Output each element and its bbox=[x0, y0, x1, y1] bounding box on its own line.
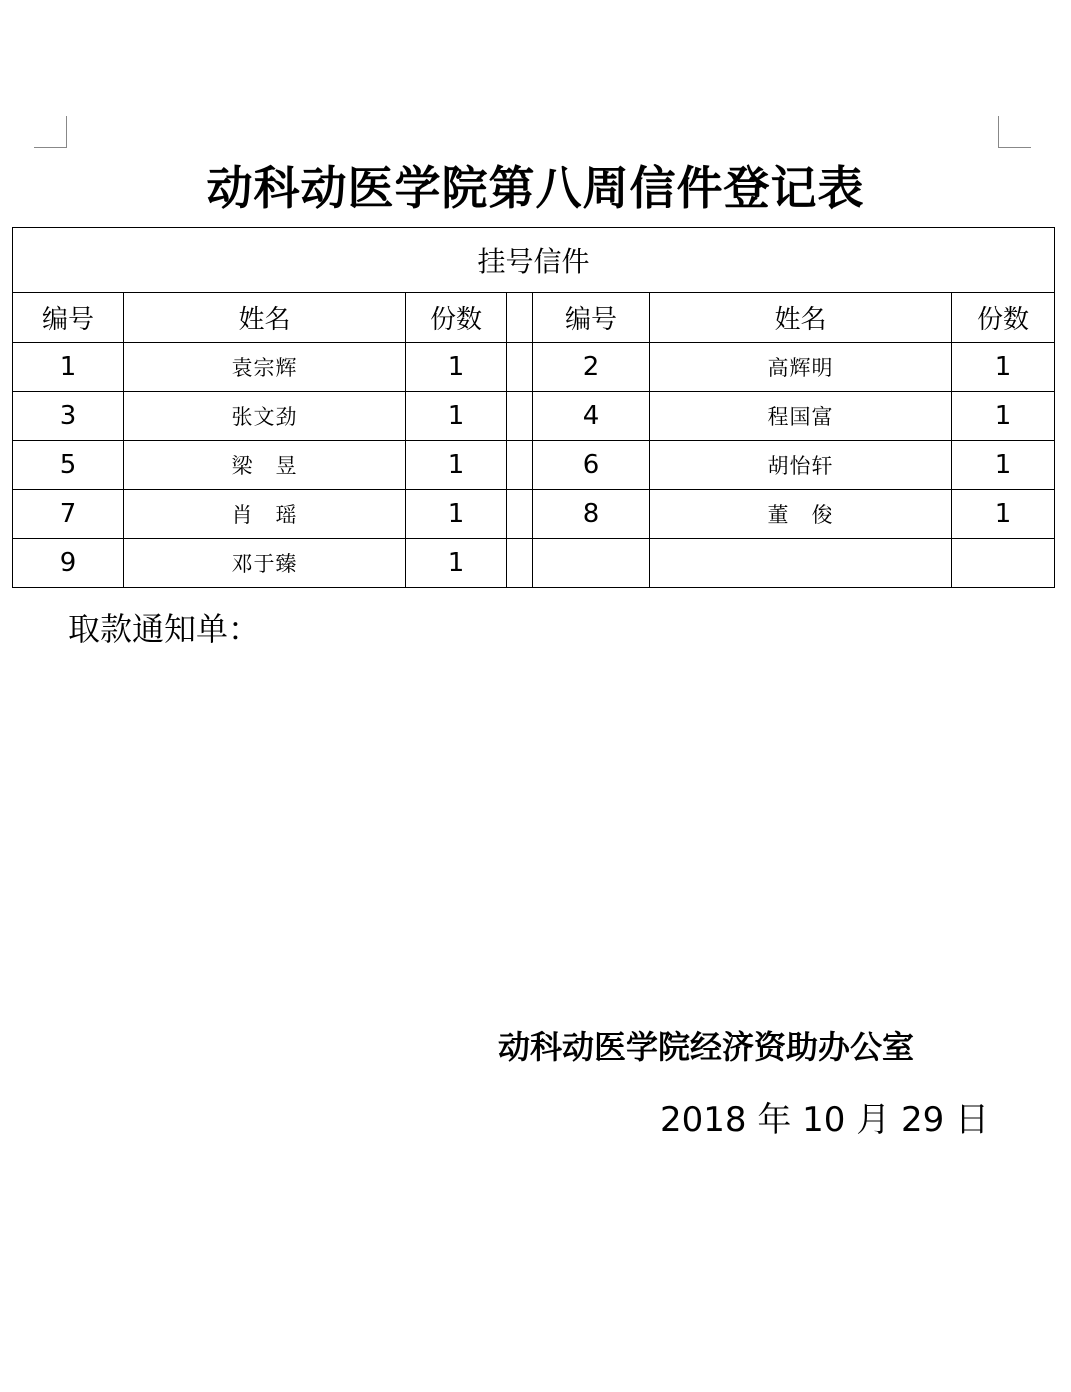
issue-date: 2018 年 10 月 29 日 bbox=[660, 1100, 990, 1140]
cell-number-left: 3 bbox=[13, 392, 124, 441]
cell-count-left: 1 bbox=[406, 490, 507, 539]
crop-mark-top-right bbox=[998, 116, 1031, 148]
cell-number-right: 6 bbox=[533, 441, 650, 490]
cell-count-right: 1 bbox=[952, 441, 1055, 490]
cell-name-right: 胡怡轩 bbox=[650, 441, 952, 490]
cell-number-right bbox=[533, 539, 650, 588]
table-row bbox=[13, 343, 1055, 392]
header-name-right: 姓名 bbox=[650, 293, 952, 343]
cell-name-right: 董 俊 bbox=[650, 490, 952, 539]
cell-number-left: 5 bbox=[13, 441, 124, 490]
cell-name-right: 程国富 bbox=[650, 392, 952, 441]
header-count-left: 份数 bbox=[406, 293, 507, 343]
table-row bbox=[13, 490, 1055, 539]
cell-count-left: 1 bbox=[406, 392, 507, 441]
cell-count-right: 1 bbox=[952, 343, 1055, 392]
cell-spacer bbox=[507, 539, 533, 588]
cell-number-right: 8 bbox=[533, 490, 650, 539]
cell-spacer bbox=[507, 490, 533, 539]
table-row bbox=[13, 441, 1055, 490]
cell-number-left: 9 bbox=[13, 539, 124, 588]
cell-number-right: 2 bbox=[533, 343, 650, 392]
table-row bbox=[13, 392, 1055, 441]
cell-count-left: 1 bbox=[406, 539, 507, 588]
crop-mark-top-left bbox=[34, 116, 67, 148]
header-count-right: 份数 bbox=[952, 293, 1055, 343]
cell-spacer bbox=[507, 441, 533, 490]
cell-count-right bbox=[952, 539, 1055, 588]
cell-name-left: 肖 瑶 bbox=[124, 490, 406, 539]
table-caption: 挂号信件 bbox=[13, 228, 1055, 293]
table-row bbox=[13, 539, 1055, 588]
cell-number-left: 1 bbox=[13, 343, 124, 392]
cell-name-left: 梁 昱 bbox=[124, 441, 406, 490]
cell-number-left: 7 bbox=[13, 490, 124, 539]
cell-name-left: 张文劲 bbox=[124, 392, 406, 441]
cell-name-right bbox=[650, 539, 952, 588]
header-number-left: 编号 bbox=[13, 293, 124, 343]
registered-mail-table bbox=[12, 227, 1055, 588]
cell-count-left: 1 bbox=[406, 343, 507, 392]
cell-name-left: 袁宗辉 bbox=[124, 343, 406, 392]
cell-spacer bbox=[507, 343, 533, 392]
withdrawal-notice-label: 取款通知单： bbox=[68, 610, 261, 648]
cell-count-right: 1 bbox=[952, 490, 1055, 539]
page-title: 动科动医学院第八周信件登记表 bbox=[206, 161, 865, 215]
cell-count-left: 1 bbox=[406, 441, 507, 490]
cell-number-right: 4 bbox=[533, 392, 650, 441]
cell-name-right: 高辉明 bbox=[650, 343, 952, 392]
table-header-row bbox=[13, 293, 1055, 343]
header-name-left: 姓名 bbox=[124, 293, 406, 343]
cell-count-right: 1 bbox=[952, 392, 1055, 441]
header-number-right: 编号 bbox=[533, 293, 650, 343]
cell-spacer bbox=[507, 392, 533, 441]
cell-name-left: 邓于臻 bbox=[124, 539, 406, 588]
table-caption-row bbox=[13, 228, 1055, 293]
header-spacer bbox=[507, 293, 533, 343]
office-signature: 动科动医学院经济资助办公室 bbox=[498, 1028, 915, 1066]
